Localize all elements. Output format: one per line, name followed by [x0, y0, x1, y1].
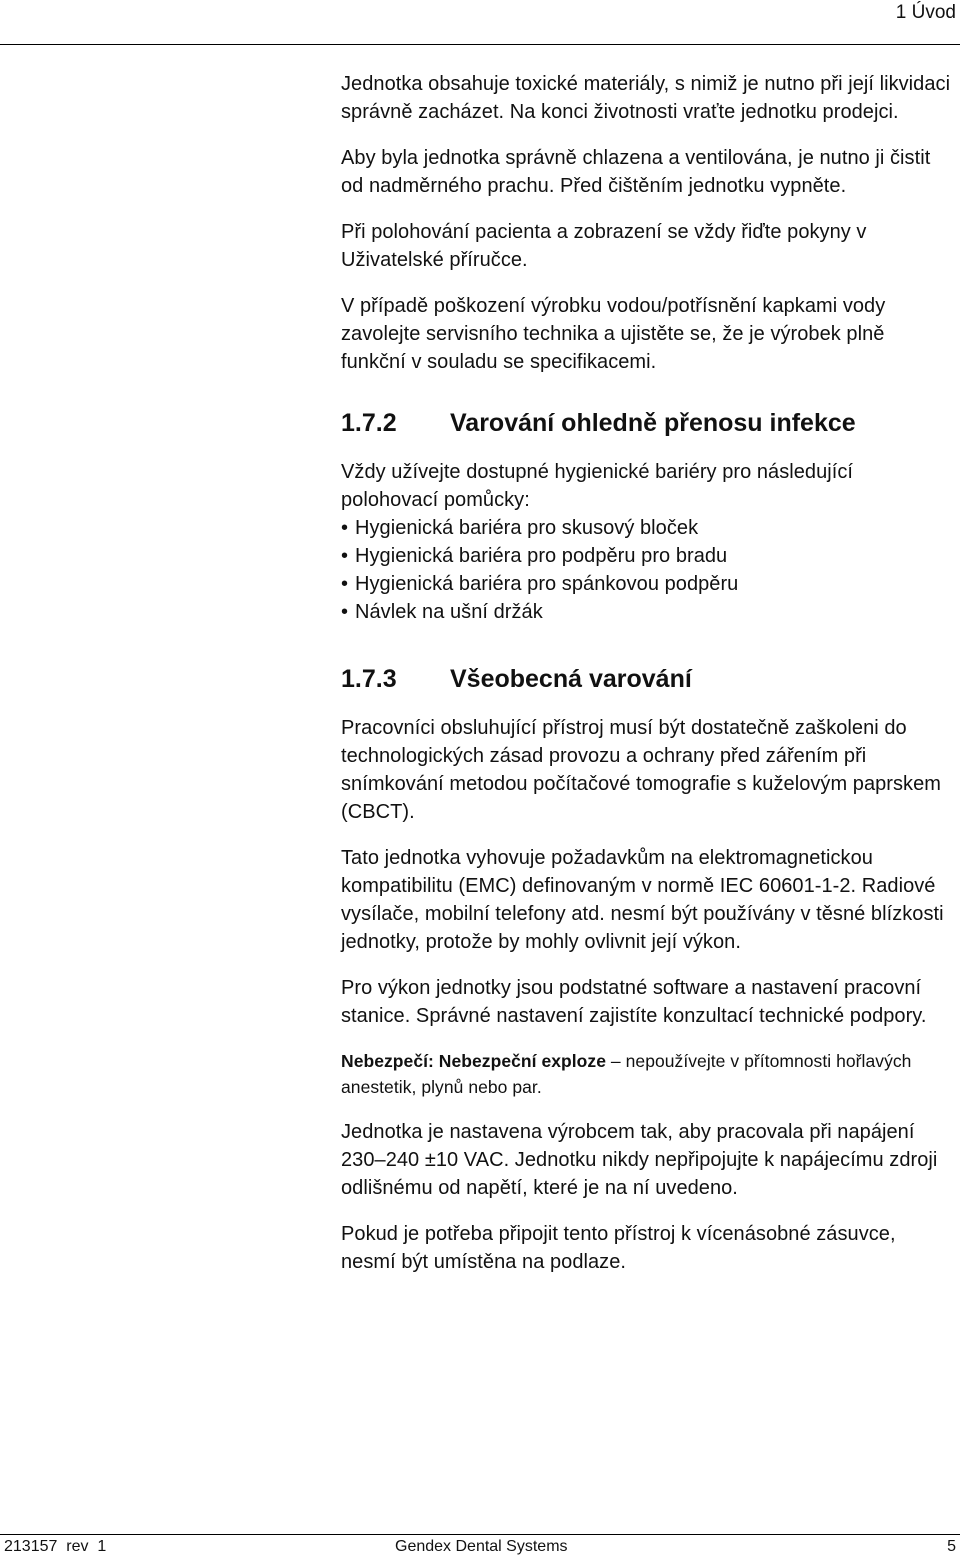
chapter-title: 1 Úvod	[895, 2, 956, 23]
page-number: 5	[947, 1538, 956, 1555]
list-item: • Hygienická bariéra pro skusový bloček	[341, 514, 953, 542]
page-footer	[4, 1537, 956, 1557]
paragraph-software: Pro výkon jednotky jsou podstatné software a nastavení pracovní stanice. Správné nastavení zajistíte konzultací technické podpory.	[341, 977, 927, 1027]
section-heading-infection	[341, 408, 953, 438]
section-number: 1.7.3	[341, 665, 397, 693]
section-title: Varování ohledně přenosu infekce	[450, 409, 856, 437]
paragraph-training: Pracovníci obsluhující přístroj musí být dostatečně zaškoleni do technologických zásad provozu a ochrany před zářením při snímkování metodou počítačové tomografie s kuželovým paprskem (CBCT).	[341, 717, 941, 823]
section-title: Všeobecná varování	[450, 665, 692, 693]
paragraph-multiple-socket: Pokud je potřeba připojit tento přístroj k vícenásobné zásuvce, nesmí být umístěna na podlaze.	[341, 1223, 896, 1273]
paragraph-hygiene-intro: Vždy užívejte dostupné hygienické bariéry pro následující polohovací pomůcky:	[341, 461, 854, 511]
paragraph-cleaning: Aby byla jednotka správně chlazena a ventilována, je nutno ji čistit od nadměrného prachu. Před čištěním jednotku vypněte.	[341, 147, 931, 197]
list-item: • Hygienická bariéra pro spánkovou podpěru	[341, 570, 953, 598]
section-number: 1.7.2	[341, 409, 397, 437]
danger-text: – nepoužívejte v přítomnosti hořlavých anestetik, plynů nebo par.	[341, 1051, 912, 1097]
paragraph-power-supply: Jednotka je nastavena výrobcem tak, aby pracovala při napájení 230–240 ±10 VAC. Jednotku nikdy nepřipojujte k napájecímu zdroji odlišnému od napětí, které je na ní uvedeno.	[341, 1121, 938, 1199]
section-heading-general-warnings	[341, 664, 953, 694]
paragraph-water-damage: V případě poškození výrobku vodou/potřísnění kapkami vody zavolejte servisního technika a ujistěte se, že je výrobek plně funkční v souladu se specifikacemi.	[341, 295, 886, 373]
danger-label: Nebezpečí: Nebezpeční exploze	[341, 1051, 607, 1071]
header-divider	[0, 44, 960, 45]
list-item: • Návlek na ušní držák	[341, 598, 953, 626]
hygiene-barrier-list	[341, 514, 953, 626]
page-content	[341, 70, 953, 1294]
list-item: • Hygienická bariéra pro podpěru pro bradu	[341, 542, 953, 570]
paragraph-emc: Tato jednotka vyhovuje požadavkům na elektromagnetickou kompatibilitu (EMC) definovaným v normě IEC 60601-1-2. Radiové vysílače, mobilní telefony atd. nesmí být používány v těsné blízkosti jednotky, protože by mohly ovlivnit její výkon.	[341, 847, 944, 953]
paragraph-toxic-materials: Jednotka obsahuje toxické materiály, s nimiž je nutno při její likvidaci správně zacházet. Na konci životnosti vraťte jednotku prodejci.	[341, 73, 951, 123]
danger-notice	[341, 1048, 953, 1100]
footer-divider	[0, 1534, 960, 1535]
document-id: 213157 rev 1	[4, 1538, 107, 1555]
paragraph-positioning: Při polohování pacienta a zobrazení se vždy řiďte pokyny v Uživatelské příručce.	[341, 221, 867, 271]
company-name: Gendex Dental Systems	[395, 1538, 568, 1555]
